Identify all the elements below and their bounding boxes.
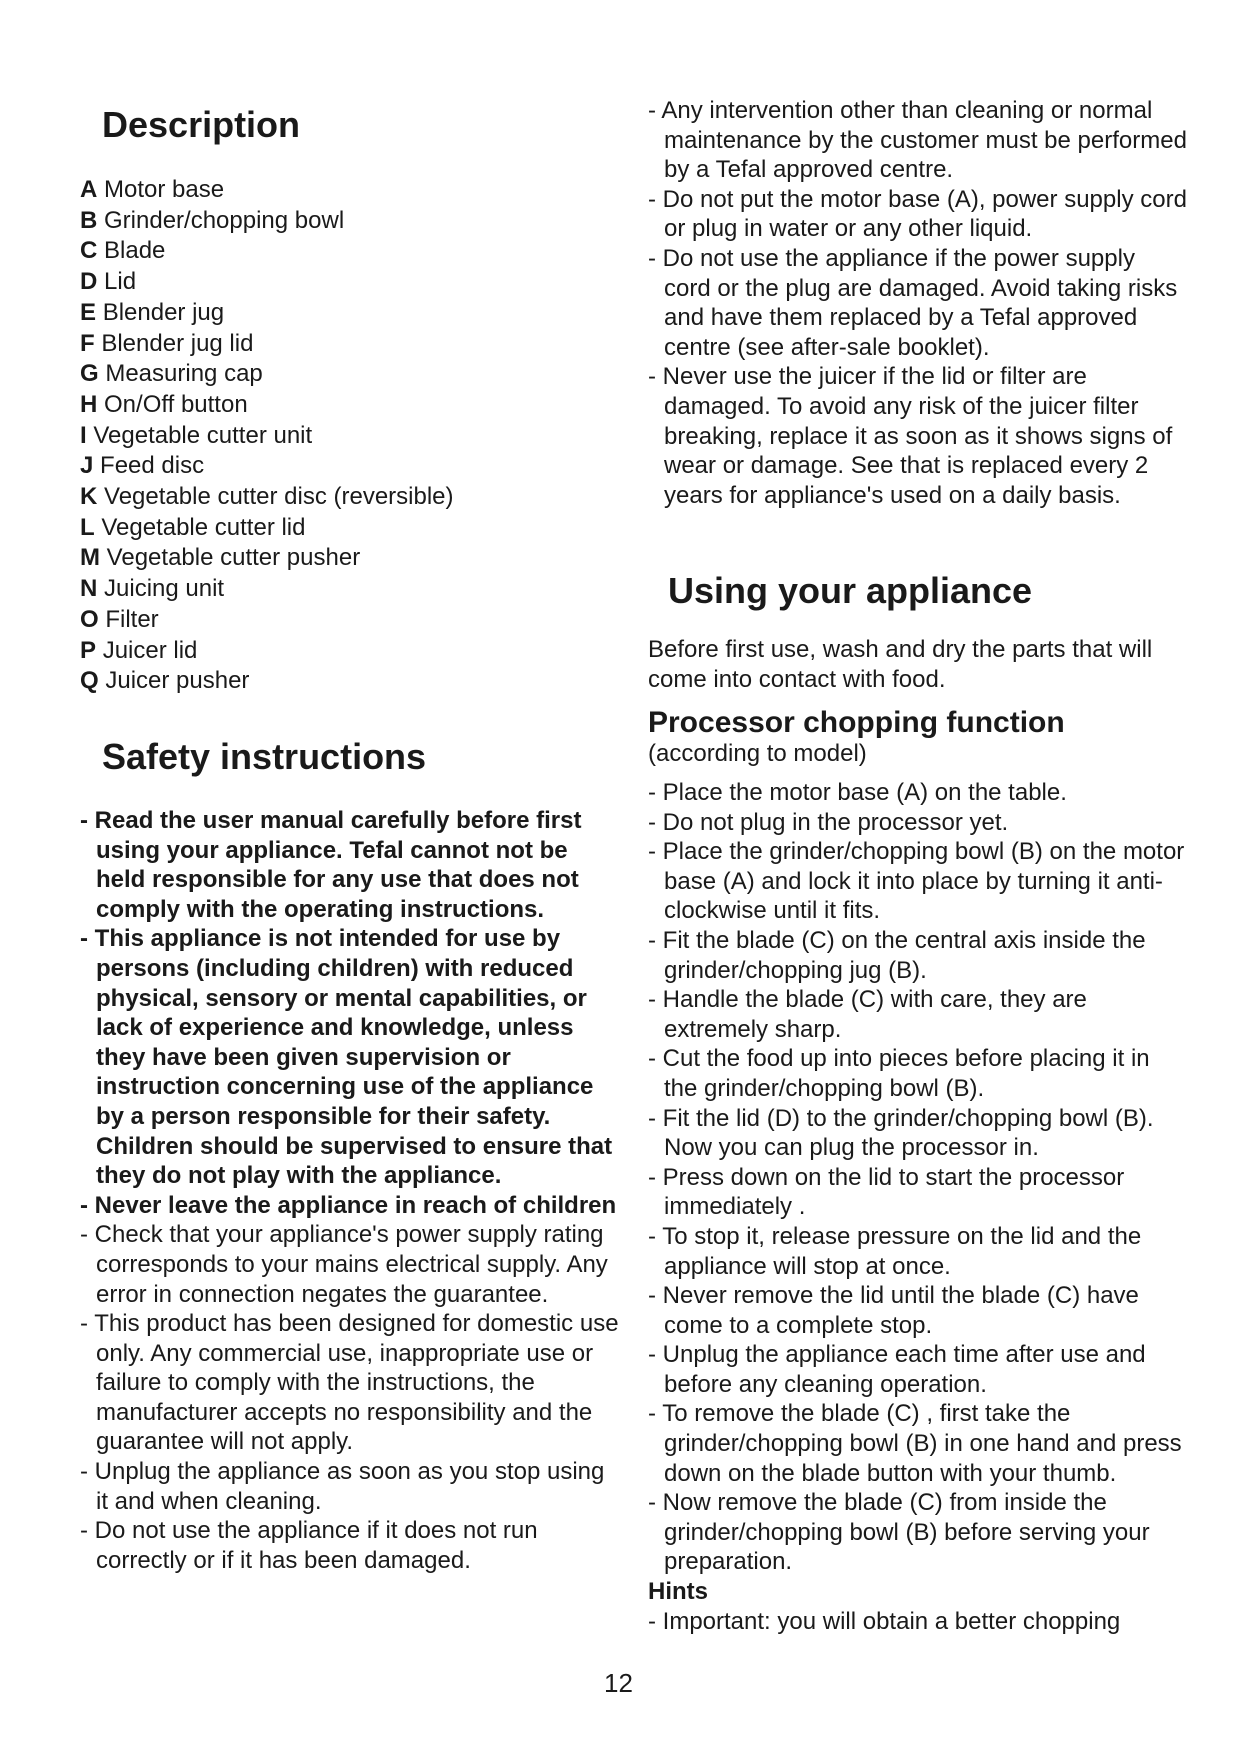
list-item: B Grinder/chopping bowl bbox=[80, 206, 345, 234]
parts-list bbox=[80, 175, 454, 697]
list-item: - Now remove the blade (C) from inside the grinder/chopping bowl (B) before serving your preparation. bbox=[648, 1489, 1150, 1576]
list-item: - Any intervention other than cleaning or normal maintenance by the customer must be performed by a Tefal approved centre. bbox=[648, 97, 1187, 184]
processor-steps bbox=[648, 778, 1188, 1636]
list-item: - Unplug the appliance as soon as you stop using it and when cleaning. bbox=[80, 1458, 605, 1515]
list-item: E Blender jug bbox=[80, 298, 225, 326]
description-heading: Description bbox=[102, 104, 301, 145]
list-item: M Vegetable cutter pusher bbox=[80, 544, 361, 572]
list-item: C Blade bbox=[80, 237, 166, 265]
list-item: A Motor base bbox=[80, 176, 225, 203]
list-item: - Place the motor base (A) on the table. bbox=[648, 779, 1067, 806]
list-item: - This appliance is not intended for use by persons (including children) with reduced physical, sensory or mental capabilities, or lack of experience and knowledge, unless they have been given supervision or instruction concerning use of the appliance by a person responsible for their safety. Children should be supervised to ensure that they do not play with the appliance. bbox=[80, 925, 613, 1190]
list-item: I Vegetable cutter unit bbox=[80, 421, 313, 449]
list-item: - Check that your appliance's power supply rating corresponds to your mains electrical supply. Any error in connection negates the guarantee. bbox=[80, 1221, 608, 1308]
list-item: D Lid bbox=[80, 268, 137, 296]
processor-subtitle: (according to model) bbox=[648, 740, 867, 767]
safety-heading: Safety instructions bbox=[102, 736, 427, 777]
list-item: - Never use the juicer if the lid or filter are damaged. To avoid any risk of the juicer filter breaking, replace it as soon as it shows signs of wear or damage. See that is replaced every 2 years for appliance's used on a daily basis. bbox=[648, 363, 1173, 509]
list-item: - Cut the food up into pieces before placing it in the grinder/chopping bowl (B). bbox=[648, 1045, 1150, 1102]
list-item: H On/Off button bbox=[80, 390, 248, 418]
safety-continued-list bbox=[648, 96, 1188, 510]
list-item: J Feed disc bbox=[80, 452, 205, 480]
processor-heading: Processor chopping function bbox=[648, 706, 1065, 739]
list-item: - Handle the blade (C) with care, they are extremely sharp. bbox=[648, 986, 1087, 1043]
using-heading: Using your appliance bbox=[668, 570, 1033, 611]
list-item: - Never leave the appliance in reach of children bbox=[80, 1191, 617, 1219]
list-item: - Read the user manual carefully before first using your appliance. Tefal cannot not be held responsible for any use that does not comply with the operating instructions. bbox=[80, 807, 582, 923]
list-item: - Important: you will obtain a better chopping bbox=[648, 1607, 1121, 1635]
list-item: - Do not put the motor base (A), power supply cord or plug in water or any other liquid. bbox=[648, 185, 1187, 243]
list-item: - Fit the blade (C) on the central axis inside the grinder/chopping jug (B). bbox=[648, 926, 1146, 984]
list-item: F Blender jug lid bbox=[80, 329, 254, 357]
list-item: - Press down on the lid to start the processor immediately . bbox=[648, 1163, 1125, 1221]
list-item: O Filter bbox=[80, 605, 159, 633]
list-item: L Vegetable cutter lid bbox=[80, 513, 306, 541]
list-item: G Measuring cap bbox=[80, 360, 263, 388]
list-item: - Never remove the lid until the blade (C) have come to a complete stop. bbox=[648, 1282, 1139, 1339]
list-item: - Do not use the appliance if it does not run correctly or if it has been damaged. bbox=[80, 1517, 538, 1574]
using-intro: Before first use, wash and dry the parts that will come into contact with food. bbox=[648, 636, 1153, 693]
hints-heading: Hints bbox=[648, 1578, 708, 1606]
list-item: N Juicing unit bbox=[80, 575, 225, 603]
list-item: - Place the grinder/chopping bowl (B) on the motor base (A) and lock it into place by turning it anti-clockwise until it fits. bbox=[648, 838, 1185, 925]
safety-list bbox=[80, 806, 620, 1575]
list-item: - Do not plug in the processor yet. bbox=[648, 808, 1009, 836]
page-number: 12 bbox=[604, 1668, 633, 1698]
list-item: - Unplug the appliance each time after use and before any cleaning operation. bbox=[648, 1341, 1146, 1398]
list-item: - To remove the blade (C) , first take the grinder/chopping bowl (B) in one hand and press down on the blade button with your thumb. bbox=[648, 1400, 1182, 1487]
list-item: Q Juicer pusher bbox=[80, 667, 250, 695]
list-item: - Do not use the appliance if the power supply cord or the plug are damaged. Avoid taking risks and have them replaced by a Tefal approved centre (see after-sale booklet). bbox=[648, 244, 1178, 361]
list-item: K Vegetable cutter disc (reversible) bbox=[80, 483, 454, 511]
list-item: - To stop it, release pressure on the lid and the appliance will stop at once. bbox=[648, 1222, 1142, 1280]
list-item: P Juicer lid bbox=[80, 636, 198, 664]
list-item: - Fit the lid (D) to the grinder/chopping bowl (B). Now you can plug the processor in. bbox=[648, 1104, 1154, 1162]
list-item: - This product has been designed for domestic use only. Any commercial use, inappropriate use or failure to comply with the instructions, the manufacturer accepts no responsibility and the guarantee will not apply. bbox=[80, 1310, 619, 1456]
